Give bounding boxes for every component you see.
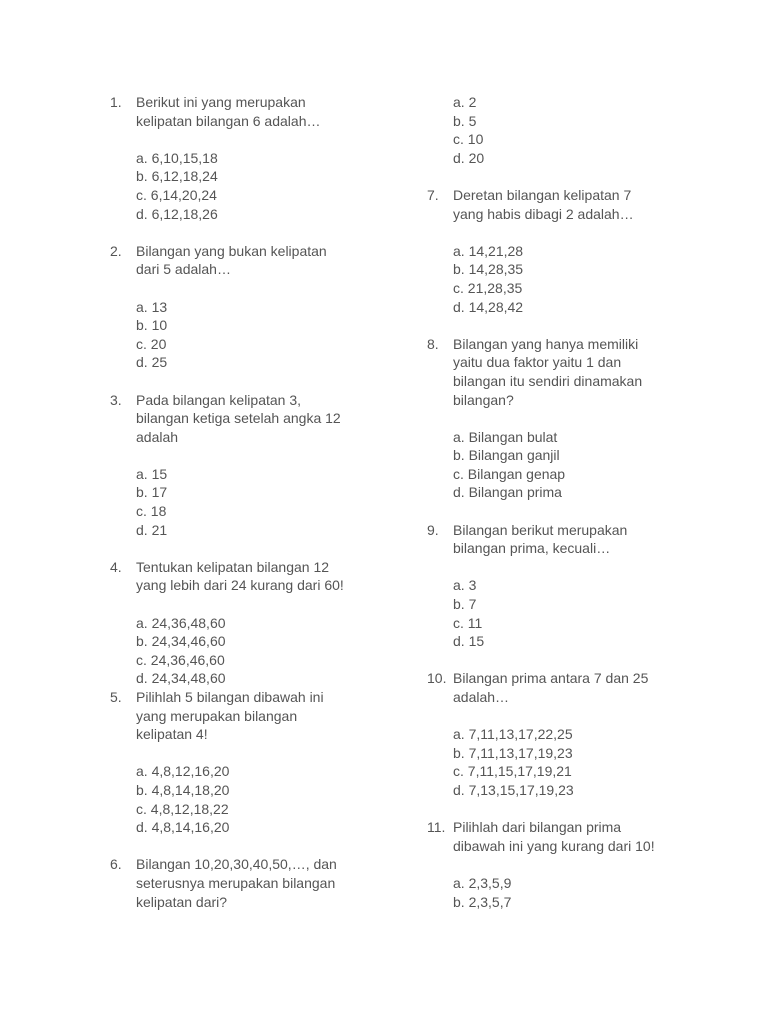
question-text: Bilangan yang bukan kelipatan	[136, 242, 327, 259]
question-text: Deretan bilangan kelipatan 7	[453, 186, 632, 203]
question-text: adalah…	[453, 689, 510, 705]
question-text: yang merupakan bilangan	[136, 707, 298, 724]
question-4	[110, 558, 380, 577]
option-b: b. 24,34,46,60	[136, 633, 226, 650]
option-c: c. 11	[453, 614, 483, 631]
option-c: c. 18	[136, 503, 167, 520]
question-10	[427, 669, 707, 688]
option-b: b. 7	[453, 596, 477, 613]
option-c: c. 21,28,35	[453, 279, 523, 296]
option-d: d. 25	[136, 354, 168, 371]
question-text: bilangan ketiga setelah angka 12	[136, 410, 341, 427]
question-11	[427, 818, 707, 837]
question-number: 2.	[110, 242, 122, 259]
option-b: b. 6,12,18,24	[136, 168, 218, 185]
option-a: a. 3	[453, 577, 477, 594]
option-a: a. 2	[453, 94, 477, 110]
option-c: c. 20	[136, 335, 167, 352]
question-text: yang lebih dari 24 kurang dari 60!	[136, 577, 344, 594]
option-c: c. 24,36,46,60	[136, 651, 225, 668]
question-text: bilangan prima, kecuali…	[453, 540, 611, 557]
question-text: Pada bilangan kelipatan 3,	[136, 391, 302, 408]
question-3	[110, 391, 380, 410]
option-a: a. 15	[136, 465, 168, 482]
option-d: d. 21	[136, 521, 168, 538]
question-5	[110, 688, 380, 707]
question-8	[427, 335, 707, 354]
option-a: a. 24,36,48,60	[136, 614, 226, 631]
option-b: b. 14,28,35	[453, 261, 524, 278]
option-b: b. 10	[136, 317, 168, 334]
question-7	[427, 186, 707, 205]
option-a: a. 13	[136, 298, 168, 315]
option-b: b. 17	[136, 484, 168, 501]
question-text: Bilangan prima antara 7 dan 25	[453, 670, 649, 687]
option-b: b. 7,11,13,17,19,23	[453, 744, 573, 761]
question-number: 11.	[427, 819, 446, 836]
question-text: Bilangan berikut merupakan	[453, 521, 628, 538]
question-text: yaitu dua faktor yaitu 1 dan	[453, 354, 622, 371]
option-c: c. 4,8,12,18,22	[136, 800, 229, 817]
option-d: d. 15	[453, 633, 485, 650]
question-number: 9.	[427, 521, 439, 538]
question-number: 7.	[427, 186, 439, 203]
option-d: d. 4,8,14,16,20	[136, 819, 230, 836]
question-text: Berikut ini yang merupakan	[136, 94, 306, 110]
question-number: 8.	[427, 335, 439, 352]
question-text: Bilangan 10,20,30,40,50,…, dan	[136, 856, 337, 873]
question-2	[110, 242, 380, 261]
option-a: a. Bilangan bulat	[453, 428, 558, 445]
question-text: Pilihlah 5 bilangan dibawah ini	[136, 689, 324, 705]
option-a: a. 14,21,28	[453, 242, 524, 259]
question-9	[427, 521, 707, 540]
question-text: Pilihlah dari bilangan prima	[453, 819, 622, 836]
left-column	[110, 93, 380, 911]
option-a: a. 4,8,12,16,20	[136, 763, 230, 780]
question-6	[110, 855, 380, 874]
question-text: bilangan?	[453, 391, 514, 408]
option-c: c. Bilangan genap	[453, 465, 566, 482]
question-text: kelipatan bilangan 6 adalah…	[136, 112, 321, 129]
option-a: a. 6,10,15,18	[136, 149, 218, 166]
question-number: 3.	[110, 391, 122, 408]
option-b: b. 2,3,5,7	[453, 893, 512, 910]
question-text: kelipatan dari?	[136, 893, 228, 910]
question-text: seterusnya merupakan bilangan	[136, 874, 336, 891]
option-d: d. 20	[453, 149, 485, 166]
right-column	[427, 93, 707, 911]
option-c: c. 10	[453, 131, 484, 148]
option-b: b. 4,8,14,18,20	[136, 781, 230, 798]
question-number: 5.	[110, 689, 122, 705]
question-text: kelipatan 4!	[136, 726, 208, 743]
question-number: 10.	[427, 670, 447, 687]
option-d: d. 14,28,42	[453, 298, 524, 315]
option-d: d. 6,12,18,26	[136, 205, 218, 222]
question-number: 6.	[110, 856, 122, 873]
question-text: dari 5 adalah…	[136, 261, 231, 278]
option-a: a. 2,3,5,9	[453, 874, 512, 891]
option-d: d. 7,13,15,17,19,23	[453, 781, 574, 798]
question-1	[110, 93, 380, 112]
option-b: b. 5	[453, 112, 477, 129]
option-a: a. 7,11,13,17,22,25	[453, 726, 573, 743]
question-text: bilangan itu sendiri dinamakan	[453, 372, 643, 389]
option-c: c. 7,11,15,17,19,21	[453, 763, 572, 780]
option-b: b. Bilangan ganjil	[453, 447, 560, 464]
question-text: dibawah ini yang kurang dari 10!	[453, 837, 655, 854]
option-d: d. Bilangan prima	[453, 484, 562, 501]
question-text: Bilangan yang hanya memiliki	[453, 335, 639, 352]
question-text: adalah	[136, 428, 179, 445]
question-number: 4.	[110, 558, 122, 575]
question-text: yang habis dibagi 2 adalah…	[453, 205, 634, 222]
question-text: Tentukan kelipatan bilangan 12	[136, 558, 330, 575]
option-c: c. 6,14,20,24	[136, 186, 217, 203]
option-d: d. 24,34,48,60	[136, 670, 226, 687]
question-number: 1.	[110, 94, 122, 110]
